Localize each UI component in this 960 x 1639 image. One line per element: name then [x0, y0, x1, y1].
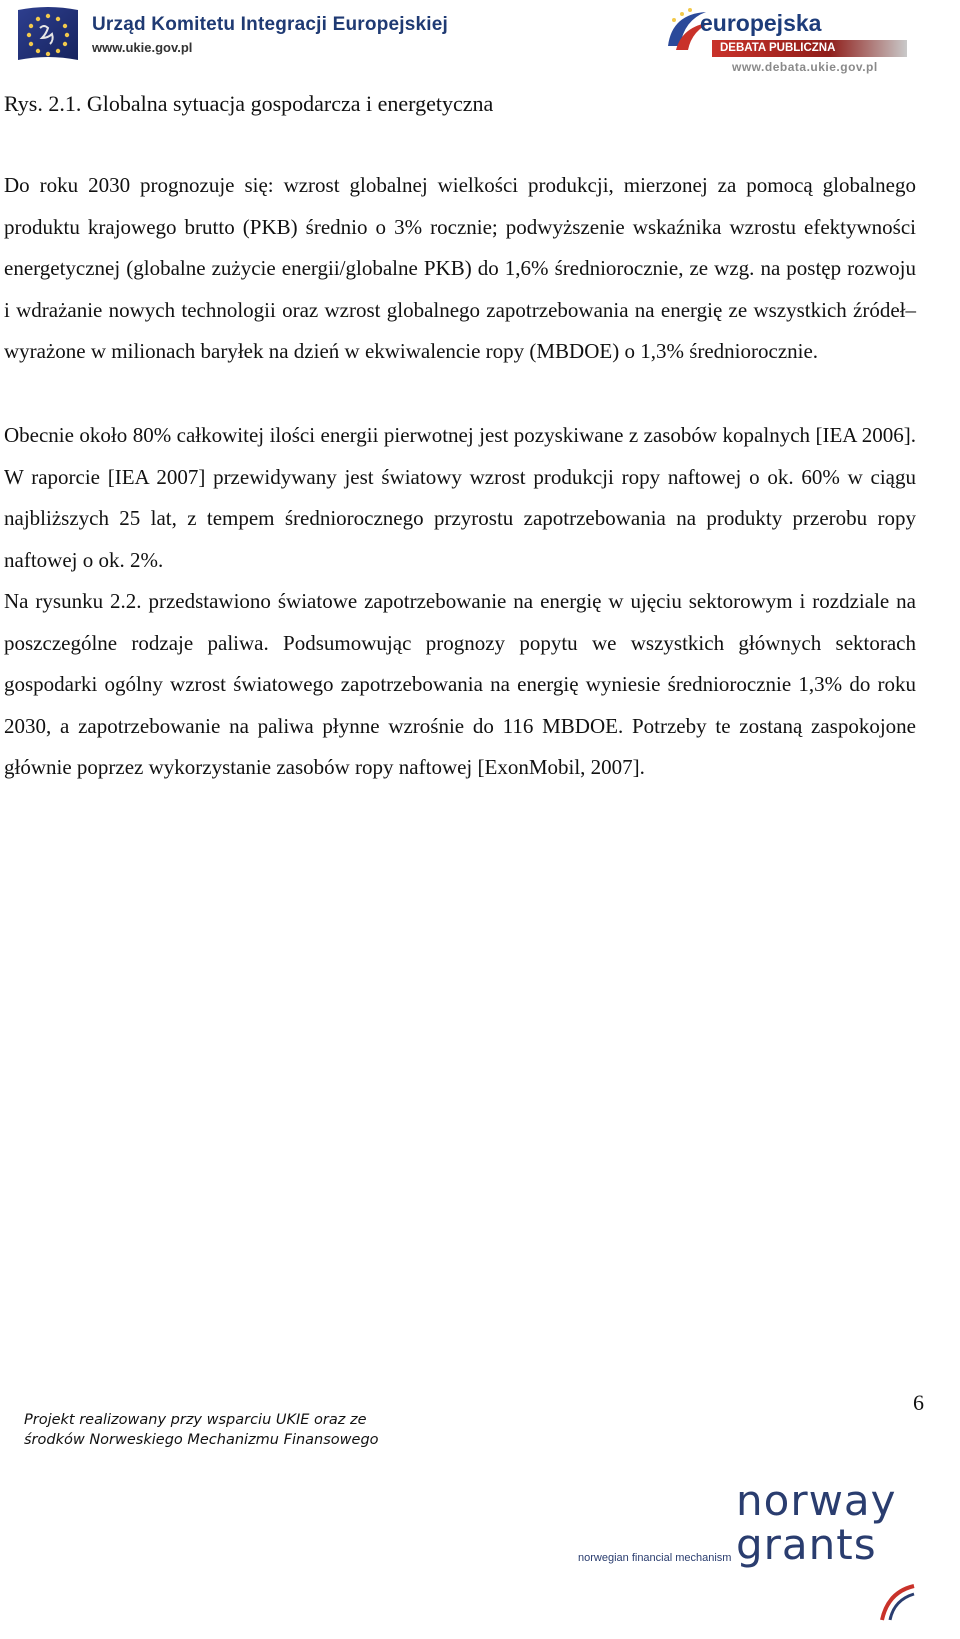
- paragraph-3: Na rysunku 2.2. przedstawiono światowe zapotrzebowanie na energię w ujęciu sektorowym i rozdziale na poszczególne rodzaje paliwa. Podsumowując prognozy popytu we wszystkich głównych sektorach gospodarki ogólny wzrost światowego zapotrzebowania na energię wyniesie średniorocznie 1,3% do roku 2030, a zapotrzebowanie na paliwa płynne wzrośnie do 116 MBDOE. Potrzeby te zostaną zaspokojone głównie poprzez wykorzystanie zasobów ropy naftowej [ExonMobil, 2007].: [4, 589, 916, 779]
- ukie-name: Urząd Komitetu Integracji Europejskiej: [92, 14, 449, 35]
- norway-tagline: norwegian financial mechanism: [578, 1552, 732, 1564]
- debata-url: www.debata.ukie.gov.pl: [732, 60, 878, 74]
- grants-word: grants: [736, 1520, 877, 1569]
- ukie-logo: [12, 4, 448, 66]
- page-header: [0, 0, 960, 80]
- norway-grants-logo: [578, 1478, 928, 1628]
- debata-word: europejska: [700, 10, 822, 36]
- figure-title: Rys. 2.1. Globalna sytuacja gospodarcza i energetyczna: [4, 91, 494, 116]
- eu-flag-icon: [12, 4, 84, 66]
- ukie-url: www.ukie.gov.pl: [92, 40, 193, 55]
- page-number: 6: [913, 1390, 924, 1415]
- norway-word: norway: [736, 1476, 897, 1525]
- paragraph-2: Obecnie około 80% całkowitej ilości energii pierwotnej jest pozyskiwane z zasobów kopalnych [IEA 2006]. W raporcie [IEA 2007] przewidywany jest światowy wzrost produkcji ropy naftowej o ok. 60% w ciągu najbliższych 25 lat, z tempem średniorocznego przyrostu zapotrzebowania na produkty przerobu ropy naftowej o ok. 2%.: [4, 423, 916, 572]
- footer-note: Projekt realizowany przy wsparciu UKIE oraz ze środków Norweskiego Mechanizmu Finansowego: [24, 1412, 379, 1448]
- flag-accent-icon: [878, 1582, 918, 1622]
- paragraph-1: Do roku 2030 prognozuje się: wzrost globalnej wielkości produkcji, mierzonej za pomocą globalnego produktu krajowego brutto (PKB) średnio o 3% rocznie; podwyższenie wskaźnika wzrostu efektywności energetycznej (globalne zużycie energii/globalne PKB) do 1,6% średniorocznie, ze wzg. na postęp rozwoju i wdrażanie nowych technologii oraz wzrost globalnego zapotrzebowania na energię ze wszystkich źródeł–wyrażone w milionach baryłek na dzień w ekwiwalencie ropy (MBDOE) o 1,3% średniorocznie.: [4, 173, 916, 363]
- debata-bar: DEBATA PUBLICZNA: [712, 40, 907, 57]
- debata-logo: [662, 2, 912, 76]
